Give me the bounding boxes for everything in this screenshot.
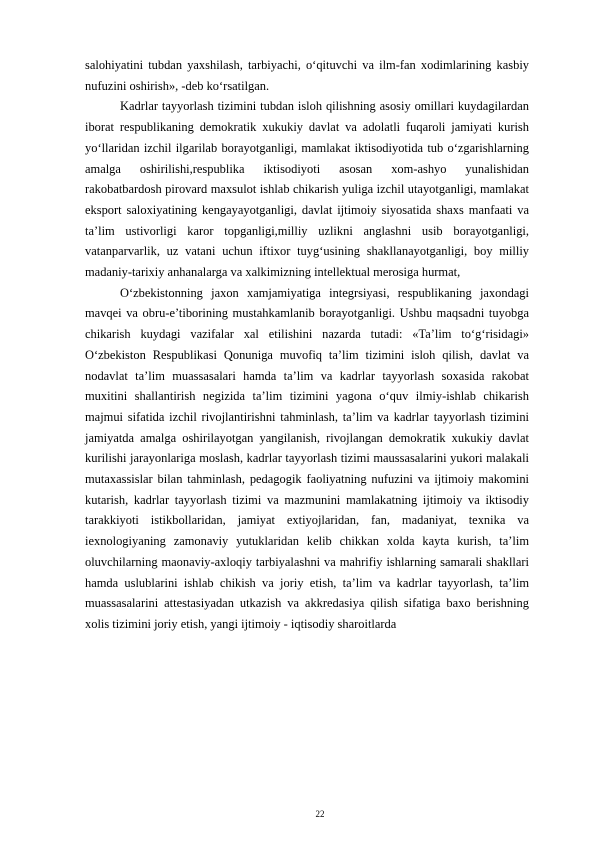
paragraph-uzbekiston: O‘zbekistonning jaxon xamjamiyatiga integrsiyasi, respublikaning jaxondagi mavqei va obru-e’tiborining mustahkamlanib borayotganligi. Ushbu maqsadni tuyobga chikarish kuydagi vazifalar xal etilishini nazarda tutadi: «Ta’lim to‘g‘risidagi» O‘zbekiston Respublikasi Qonuniga muvofiq ta’lim tizimini isloh qilish, davlat va nodavlat ta’lim muassasalari hamda ta’lim va kadrlar tayyorlash soxasida rakobat muxitini shallantirish negizida ta’lim tizimini yagona o‘quv ilmiy-ishlab chikarish majmui sifatida izchil rivojlantirishni tahminlash, ta’lim va kadrlar tayyorlash tizimini jamiyatda amalga oshirilayotgan yangilanish, rivojlangan demokratik xukukiy davlat kurilishi jarayonlariga moslash, kadrlar tayyorlash tizimi maussasalarini yukori malakali mutaxassislar bilan tahminlash, pedagogik faoliyatning nufuzini va ijtimoiy makomini kutarish, kadrlar tayyorlash tizimi va mazmunini mamlakatning ijtimoiy va iktisodiy tarakkiyoti istikbollaridan, jamiyat extiyojlaridan, fan, madaniyat, texnika va iexnologiyaning zamonaviy yutuklaridan kelib chikkan xolda kayta kurish, ta’lim oluvchilarning maonaviy-axloqiy tarbiyalashni va mahrifiy ishlarning samarali shakllari hamda uslublarini ishlab chikish va joriy etish, ta’lim va kadrlar tayyorlash, ta’lim muassasalarini attestasiyadan utkazish va akkredasiya qilish sifatiga baxo berishning xolis tizimini joriy etish, yangi ijtimoiy - iqtisodiy sharoitlarda (85, 285, 529, 631)
paragraph-continuation: salohiyatini tubdan yaxshilash, tarbiyachi, o‘qituvchi va ilm-fan xodimlarining kasbiy nufuzini oshirish», -deb ko‘rsatilgan. (85, 58, 529, 93)
paragraph-kadrlar: Kadrlar tayyorlash tizimini tubdan isloh qilishning asosiy omillari kuydagilardan iborat respublikaning demokratik xukukiy davlat va adolatli fuqaroli jamiyati kurish yo‘llaridan izchil ilgarilab borayotganligi, mamlakat iktisodiyotida tub o‘zgarishlarning amalga oshirilishi,respublika iktisodiyoti asosan xom-ashyo yunalishidan rakobatbardosh pirovard maxsulot ishlab chikarish yuliga izchil utayotganligi, mamlakat eksport saloxiyatining kengayayotganligi, davlat ijtimoiy siyosatida shaxs manfaati va ta’lim ustivorligi karor topganligi,milliy uzlikni anglashni usib borayotganligi, vatanparvarlik, uz vatani uchun iftixor tuyg‘usining shakllanayotganligi, boy milliy madaniy-tarixiy anhanalarga va xalkimizning intellektual merosiga hurmat, (85, 99, 529, 280)
document-body (85, 55, 529, 635)
page-number: 22 (315, 809, 325, 819)
